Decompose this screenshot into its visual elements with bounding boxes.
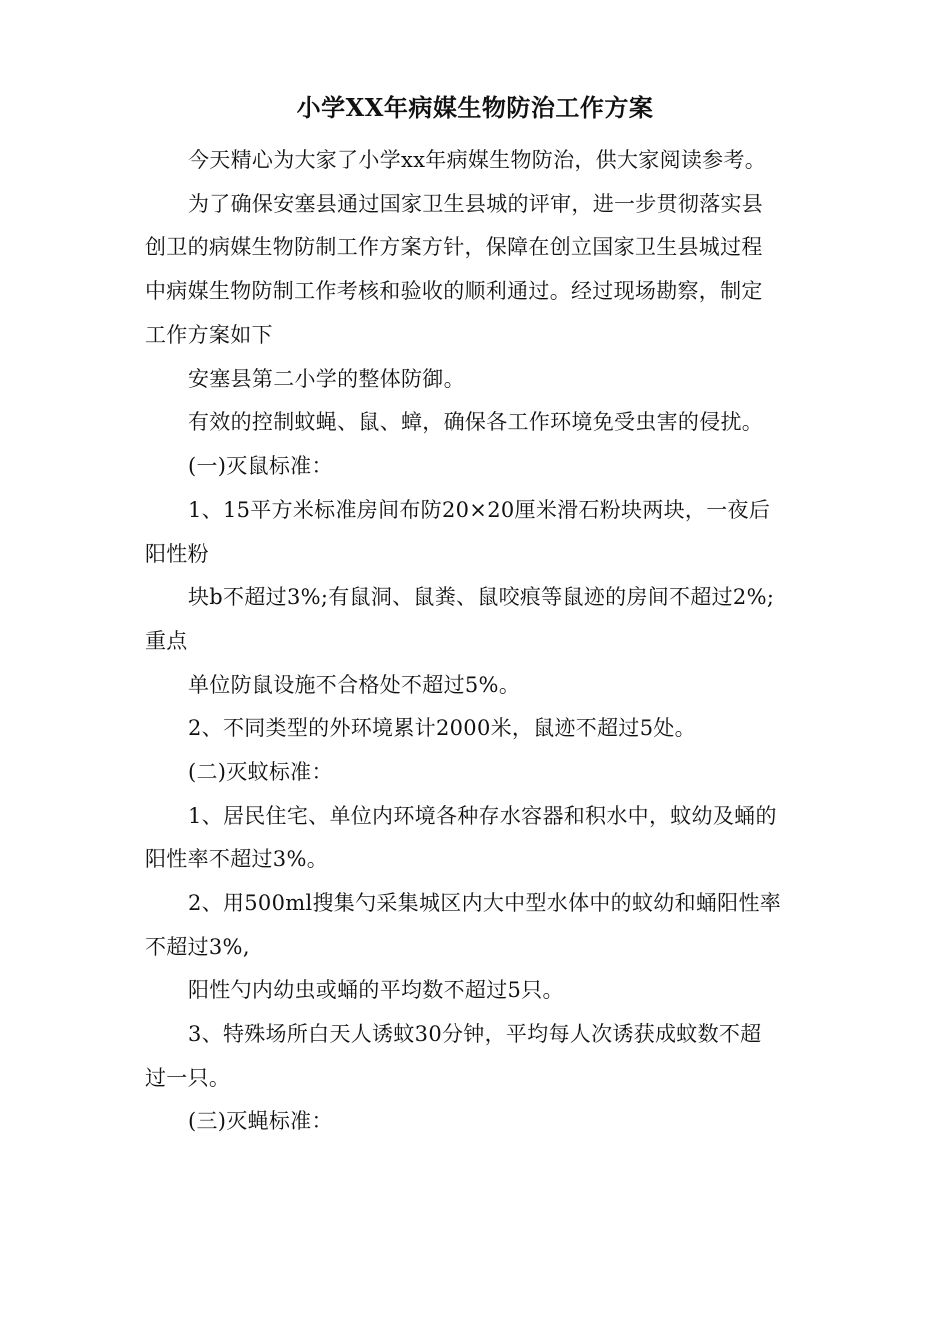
section-heading-rodent: (一)灭鼠标准： [188,454,333,478]
rodent-item-1-line-5: 单位防鼠设施不合格处不超过5%。 [188,673,521,697]
purpose-line-4: 工作方案如下 [145,323,273,347]
mosquito-item-1-line-1: 1、居民住宅、单位内环境各种存水容器和积水中，蚊幼及蛹的 [188,804,777,828]
mosquito-item-3-line-2: 过一只。 [145,1066,231,1090]
mosquito-item-2-line-2: 不超过3%, [145,935,250,959]
purpose-line-2: 创卫的病媒生物防制工作方案方针，保障在创立国家卫生县城过程 [145,235,763,259]
scope-line: 安塞县第二小学的整体防御。 [188,367,465,391]
rodent-item-2: 2、不同类型的外环境累计2000米，鼠迹不超过5处。 [188,716,696,740]
mosquito-item-2-line-1: 2、用500ml搜集勺采集城区内大中型水体中的蚊幼和蛹阳性率 [188,891,782,915]
section-heading-mosquito: (二)灭蚊标准： [188,760,333,784]
rodent-item-1-line-3: 块b不超过3%;有鼠洞、鼠粪、鼠咬痕等鼠迹的房间不超过2%; [188,585,775,609]
rodent-item-1-line-4: 重点 [145,629,188,653]
mosquito-item-2-line-3: 阳性勺内幼虫或蛹的平均数不超过5只。 [188,978,564,1002]
rodent-item-1-line-1: 1、15平方米标准房间布防20×20厘米滑石粉块两块，一夜后 [188,498,771,522]
rodent-item-1-line-2: 阳性粉 [145,542,209,566]
purpose-line-1: 为了确保安塞县通过国家卫生县城的评审，进一步贯彻落实县 [188,192,764,216]
purpose-line-3: 中病媒生物防制工作考核和验收的顺利通过。经过现场勘察，制定 [145,279,763,303]
mosquito-item-1-line-2: 阳性率不超过3%。 [145,847,329,871]
intro-line: 今天精心为大家了小学xx年病媒生物防治，供大家阅读参考。 [188,148,767,172]
goal-line: 有效的控制蚊蝇、鼠、蟑，确保各工作环境免受虫害的侵扰。 [188,410,764,434]
document-title: 小学XX年病媒生物防治工作方案 [296,93,654,122]
section-heading-fly: (三)灭蝇标准： [188,1109,333,1133]
mosquito-item-3-line-1: 3、特殊场所白天人诱蚊30分钟，平均每人次诱获成蚊数不超 [188,1022,762,1046]
